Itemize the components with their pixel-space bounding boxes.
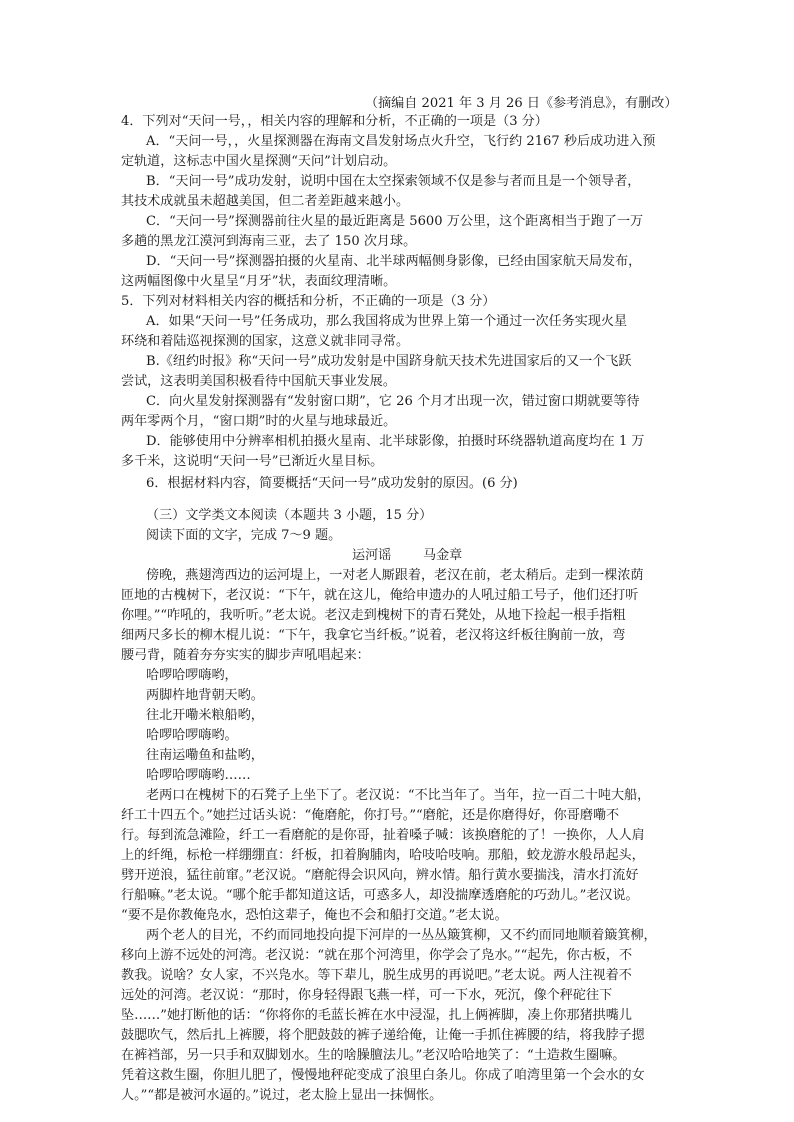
q4-option-b-cont: 其技术成就虽未超越美国，但二者差距越来越小。	[121, 194, 410, 209]
story-p3-line: 在裤裆部，另一只手和双脚划水。生的啥臊膻法儿。”老汉哈哈地笑了：“土造救生圈嘛。	[121, 1048, 626, 1063]
q5-stem: 5．下列对材料相关内容的概括和分析，不正确的一项是（3 分）	[121, 294, 496, 309]
story-p3-line: 人。”“都是被河水逼的。”说过，老太脸上显出一抹惆怅。	[121, 1088, 443, 1103]
story-author: 马金章	[423, 548, 463, 563]
story-p2-line: 行船嘛。”老太说。“哪个舵手都知道这话，可惑多人，却没揣摩透磨舵的巧劲儿。”老汉说。	[121, 888, 639, 903]
story-p1-line: 腰弓背，随着夯夯实实的脚步声吼唱起来：	[121, 648, 370, 663]
q5-option-a: A．如果“天问一号”任务成功，那么我国将成为世界上第一个通过一次任务实现火星	[146, 314, 628, 329]
song-line: 往北开嘞米粮船哟，	[146, 708, 264, 723]
q4-option-a: A．“天问一号，，火星探测器在海南文昌发射场点火升空，飞行约 2167 秒后成功进入预	[146, 134, 656, 149]
story-p3-line: 鼓腮吹气，然后扎上裤腰，将个肥鼓鼓的裤子递给俺，让俺一手抓住裤腰的结，将我脖子摁	[121, 1028, 645, 1043]
q5-option-c: C．向火星发射探测器有“发射窗口期”，它 26 个月才出现一次，错过窗口期就要等待	[146, 394, 640, 409]
q5-option-d: D．能够使用中分辨率相机拍摄火星南、北半球影像，拍摄时环绕器轨道高度均在 1 万	[146, 434, 645, 449]
song-line: 哈啰哈啰嗨哟。	[146, 728, 238, 743]
story-p2-line: 劈开逆浪，猛往前窜。”老汉说。“磨舵得会识风向，辨水情。船行黄水要揣浅，清水打流好	[121, 868, 639, 883]
story-p1-line: 细两尺多长的柳木棍儿说：“下午，我拿它当纤板。”说着，老汉将这纤板往胸前一放，弯	[121, 628, 626, 643]
q4-option-b: B．“天问一号”成功发射，说明中国在太空探索领域不仅是参与者而且是一个领导者，	[146, 174, 641, 189]
song-line: 两脚杵地背朝天哟。	[146, 688, 264, 703]
story-p3-line: 坠……”她打断他的话：“你将你的毛蓝长裤在水中浸湿，扎上俩裤脚，凑上你那猪拱嘴儿	[121, 1008, 632, 1023]
q4-option-c: C．“天问一号”探测器前往火星的最近距离是 5600 万公里，这个距离相当于跑了一万	[146, 214, 644, 229]
story-p2-line: 老两口在槐树下的石凳子上坐下了。老汉说：“不比当年了。当年，拉一百二十吨大船，	[146, 788, 651, 803]
story-p2-line: 纤工十四五个。”她拦过话头说：“俺磨舵，你打号。”“磨舵，还是你磨得好，你哥磨嘞不	[121, 808, 620, 823]
q4-option-a-cont: 定轨道，这标志中国火星探测“天问”计划启动。	[121, 154, 397, 169]
q4-option-d: D．“天问一号”探测器拍摄的火星南、北半球两幅侧身影像，已经由国家航天局发布，	[146, 254, 642, 269]
q5-option-a-cont: 环绕和着陆巡视探测的国家，这意义就非同寻常。	[121, 334, 410, 349]
story-p2-line: 上的纤绳，标枪一样绷绷直：纤板，扣着胸脯肉，哈吱哈吱响。那船，蛟龙游水般昂起头，	[121, 848, 645, 863]
story-p1-line: 你哩。”“咋吼的，我听听。”老太说。老汉走到槐树下的青石凳处，从地下捡起一根手指粗	[121, 608, 626, 623]
story-p1-line: 傍晚，燕翅湾西边的运河堤上，一对老人厮跟着，老汉在前，老太稍后。走到一棵浓荫	[146, 568, 644, 583]
story-p3-line: 移向上游不远处的河湾。老汉说：“就在那个河湾里，你学会了凫水。”“起先，你古板，不	[121, 948, 633, 963]
section3-heading: （三）文学类文本阅读（本题共 3 小题，15 分）	[146, 508, 433, 523]
story-p3-line: 凭着这救生圈，你胆儿肥了，慢慢地秤砣变成了浪里白条儿。你成了咱湾里第一个会水的女	[121, 1068, 645, 1083]
story-p3-line: 远处的河湾。老汉说：“那时，你身轻得跟飞燕一样，可一下水，死沉，像个秤砣往下	[121, 988, 613, 1003]
section3-instruction: 阅读下面的文字，完成 7～9 题。	[146, 528, 342, 543]
q5-option-b: B.《纽约时报》称“天问一号”成功发射是中国跻身航天技术先进国家后的又一个飞跃	[146, 354, 632, 369]
q4-stem: 4．下列对“天问一号，，相关内容的理解和分析，不正确的一项是（3 分）	[121, 114, 548, 129]
story-p3-line: 两个老人的目光，不约而同地投向提下河岸的一丛丛簸箕柳，又不约而同地顺着簸箕柳，	[146, 928, 657, 943]
q4-option-d-cont: 这两幅图像中火星呈“月牙”状，表面纹理清晰。	[121, 274, 397, 289]
q5-option-b-cont: 尝试，这表明美国积极看待中国航天事业发展。	[121, 374, 396, 389]
q6-stem: 6．根据材料内容，简要概括“天问一号”成功发射的原因。(6 分)	[146, 476, 518, 491]
q5-option-d-cont: 多千米，这说明“天问一号”已渐近火星目标。	[121, 454, 384, 469]
song-line: 往南运嘞鱼和盐哟，	[146, 748, 264, 763]
story-title: 运河谣	[352, 548, 392, 563]
song-line: 哈啰哈啰嗨哟……	[146, 768, 251, 783]
q4-option-c-cont: 多趟的黑龙江漠河到海南三亚，去了 150 次月球。	[121, 234, 417, 249]
song-line: 哈啰哈啰嗨哟，	[146, 668, 238, 683]
story-p1-line: 匝地的古槐树下，老汉说：“下午，就在这儿，俺给申遗办的人吼过船工号子，他们还打听	[121, 588, 639, 603]
story-p2-line: “要不是你教俺凫水，恐怕这辈子，俺也不会和船打交道。”老太说。	[121, 908, 508, 923]
source-note: （摘编自 2021 年 3 月 26 日《参考消息》，有删改）	[365, 96, 678, 111]
story-p3-line: 教我。说啥？女人家，不兴凫水。等下辈儿，脱生成男的再说吧。”老太说。两人注视着不	[121, 968, 632, 983]
story-p2-line: 行。每到流急滩险，纤工一看磨舵的是你哥，扯着嗓子喊：该换磨舵的了！一换你，人人肩	[121, 828, 645, 843]
q5-option-c-cont: 两年零两个月，“窗口期”时的火星与地球最近。	[121, 414, 397, 429]
